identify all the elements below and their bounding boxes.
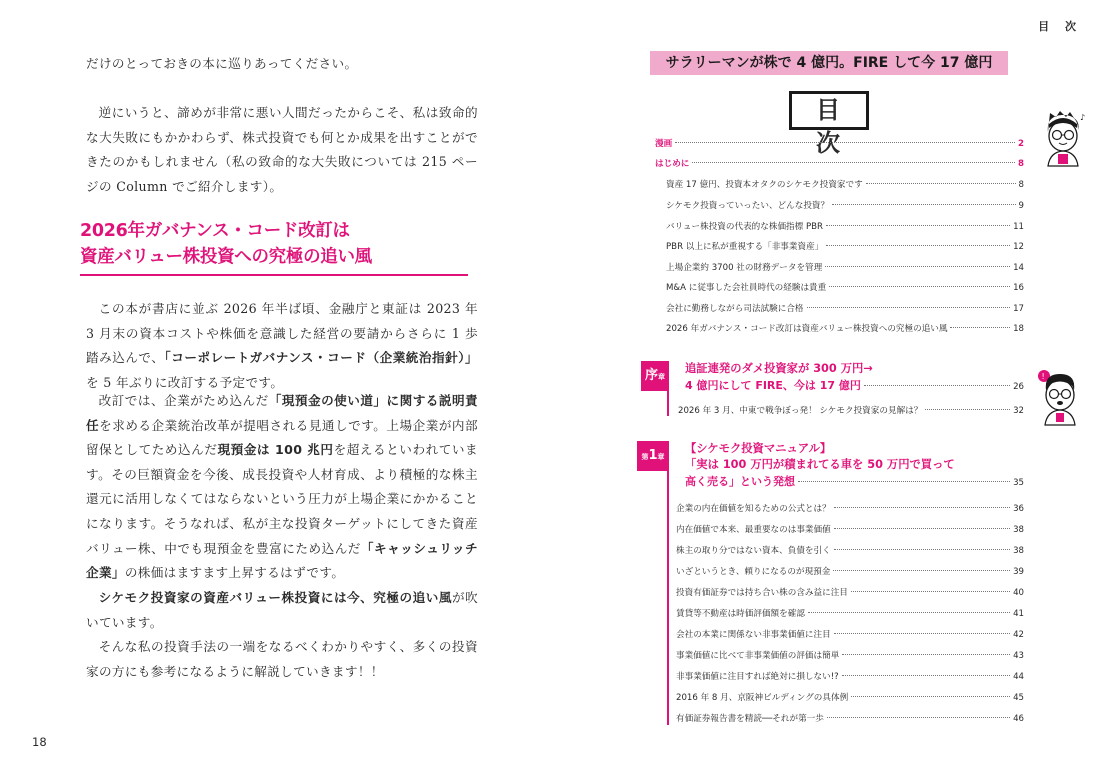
paragraph-revision: 改訂では、企業がため込んだ「現預金の使い道」に関する説明責任を求める企業統治改革が提唱される見通しです。上場企業が内部留保としてため込んだ現預金は 100 兆円を超えるといわれています。その巨額資金を今後、成長投資や人材育成、より積極的な株主還元に活用しなくてはならないという圧力が上場企業にかかることになります。そうなれば、私が主な投資ターゲットにしてきた資産バリュー株、中でも現預金を豊富にため込んだ「キャッシュリッチ企業」の株価はますます上昇するはずです。 bbox=[86, 393, 478, 581]
toc-entry[interactable]: 企業の内在価値を知るための公式とは？ 36 bbox=[676, 504, 1024, 514]
chapter-1-title-line-2[interactable]: 「実は 100 万円が積まれてる車を 50 万円で買って bbox=[685, 458, 955, 471]
toc-entry[interactable]: シケモク投資っていったい、どんな投資？ 9 bbox=[666, 201, 1024, 211]
toc-entry[interactable]: M&A に従事した会社員時代の経験は貴重 16 bbox=[666, 283, 1024, 293]
toc-entry[interactable]: 2026 年 3 月、中東で戦争ぼっ発！ シケモク投資家の見解は？ 32 bbox=[678, 406, 1024, 416]
toc-entry[interactable]: いざというとき、頼りになるのが現預金 39 bbox=[676, 567, 1024, 577]
toc-entry[interactable]: 上場企業約 3700 社の財務データを管理 14 bbox=[666, 263, 1024, 273]
page-number: 18 bbox=[32, 735, 47, 749]
toc-entry[interactable]: 内在価値で本来、最重要なのは事業価値 38 bbox=[676, 525, 1024, 535]
toc-entry[interactable]: 有価証券報告書を精読──それが第一歩 46 bbox=[676, 714, 1024, 724]
section-heading bbox=[80, 218, 468, 276]
toc-entry[interactable]: 資産 17 億円、投資本オタクのシケモク投資家です 8 bbox=[666, 180, 1024, 190]
toc-entry[interactable]: 非事業価値に注目すれば絶対に損しない!? 44 bbox=[676, 672, 1024, 682]
toc-entry[interactable]: 2026 年ガバナンス・コード改訂は資産バリュー株投資への究極の追い風 18 bbox=[666, 324, 1024, 334]
prologue-rule bbox=[667, 361, 669, 416]
section-heading-line-1: 2026年ガバナンス・コード改訂は bbox=[80, 221, 350, 241]
toc-heading: 目 次 bbox=[789, 91, 869, 130]
toc-entry[interactable]: 投資有価証券では持ち合い株の含み益に注目 40 bbox=[676, 588, 1024, 598]
chapter-1-rule bbox=[667, 441, 669, 725]
prologue-badge: 序章 bbox=[641, 361, 669, 391]
running-header: 目 次 bbox=[1038, 20, 1082, 33]
toc-entry-chapter-1[interactable]: 高く売る」という発想 35 bbox=[685, 475, 1024, 488]
paragraph-governance-code: この本が書店に並ぶ 2026 年半ば頃、金融庁と東証は 2023 年 3 月末の資本コストや株価を意識した経営の要請からさらに 1 歩踏み込んで、「コーポレートガバナンス・コード（企業統治指針）」を 5 年ぶりに改訂する予定です。 bbox=[86, 301, 478, 390]
paragraph-closing: だけのとっておきの本に巡りあってください。 bbox=[86, 56, 358, 71]
chapter-1-title-line-1[interactable]: 【シケモク投資マニュアル】 bbox=[685, 442, 832, 455]
toc-entry[interactable]: 賃貸等不動産は時価評価額を確認 41 bbox=[676, 609, 1024, 619]
toc-entry[interactable]: 事業価値に比べて非事業価値の評価は簡単 43 bbox=[676, 651, 1024, 661]
toc-entry-prologue[interactable]: 4 億円にして FIRE、今は 17 億円 26 bbox=[685, 379, 1024, 392]
chapter-1-badge: 第1章 bbox=[637, 441, 669, 471]
toc-entry[interactable]: 2016 年 8 月、京阪神ビルディングの具体例 45 bbox=[676, 693, 1024, 703]
toc-entry[interactable]: 株主の取り分ではない資本、負債を引く 38 bbox=[676, 546, 1024, 556]
right-page bbox=[550, 0, 1100, 780]
section-heading-line-2: 資産バリュー株投資への究極の追い風 bbox=[80, 247, 372, 267]
toc-entry-introduction[interactable]: はじめに 8 bbox=[655, 159, 1024, 169]
character-illustration-icon bbox=[1040, 110, 1086, 168]
toc-entry[interactable]: 会社に勤務しながら司法試験に合格 17 bbox=[666, 304, 1024, 314]
svg-text:!: ! bbox=[1041, 372, 1045, 381]
heading-underline bbox=[80, 274, 468, 276]
character-illustration-icon-2 bbox=[1036, 368, 1084, 426]
svg-text:♪: ♪ bbox=[1080, 113, 1086, 122]
toc-entry-manga[interactable]: 漫画 2 bbox=[655, 139, 1024, 149]
paragraph-failure: 逆にいうと、諦めが非常に悪い人間だったからこそ、私は致命的な大失敗にもかかわらず、株式投資でも何とか成果を出すことができたのかもしれません（私の致命的な大失敗については 215 ページの Column でご紹介します）。 bbox=[86, 105, 478, 194]
paragraph-outro: そんな私の投資手法の一端をなるべくわかりやすく、多くの投資家の方にも参考になるように解説していきます！！ bbox=[86, 639, 478, 679]
toc-entry[interactable]: 会社の本業に関係ない非事業価値に注目 42 bbox=[676, 630, 1024, 640]
toc-entry[interactable]: バリュー株投資の代表的な株価指標 PBR 11 bbox=[666, 222, 1024, 232]
book-title-banner: サラリーマンが株で 4 億円。FIRE して今 17 億円 bbox=[650, 51, 1008, 75]
prologue-title-line-1[interactable]: 追証連発のダメ投資家が 300 万円→ bbox=[685, 362, 873, 375]
toc-entry[interactable]: PBR 以上に私が重視する「非事業資産」 12 bbox=[666, 242, 1024, 252]
paragraph-tailwind: シケモク投資家の資産バリュー株投資には今、究極の追い風が吹いています。 bbox=[86, 590, 478, 630]
